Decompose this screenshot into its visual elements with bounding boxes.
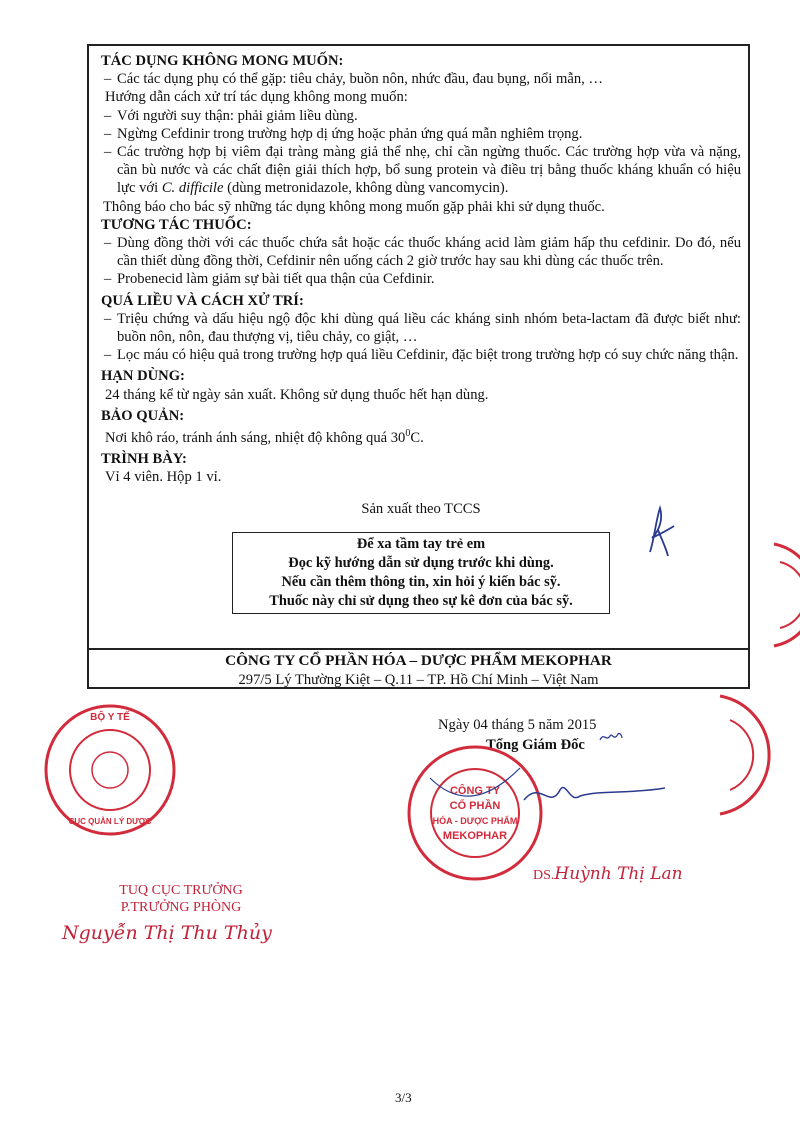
storage-text-main: Nơi khô ráo, tránh ánh sáng, nhiệt độ không quá 30 <box>105 429 406 446</box>
expiry-text: 24 tháng kể từ ngày sản xuất. Không sử dụng thuốc hết hạn dùng. <box>105 386 489 403</box>
storage-text <box>101 425 741 447</box>
ministry-seal-text: BỘ Y TẾ <box>90 712 130 723</box>
warning-box <box>232 532 610 614</box>
bacteria-name: C. difficile <box>161 180 224 197</box>
partial-seal-icon <box>700 690 800 820</box>
approval-line: P.TRƯỞNG PHÒNG <box>120 900 242 915</box>
sign-date: Ngày 04 tháng 5 năm 2015 <box>438 717 597 733</box>
degree-mark: 0 <box>405 428 411 440</box>
adverse-item <box>101 143 741 198</box>
warning-line: Đọc kỹ hướng dẫn sử dụng trước khi dùng. <box>288 555 554 572</box>
page-number: 3/3 <box>395 1090 412 1105</box>
storage-heading: BẢO QUẢN: <box>101 407 185 424</box>
expiry-heading: HẠN DÙNG: <box>101 368 185 385</box>
company-divider <box>89 648 748 650</box>
ds-signature <box>533 864 683 884</box>
approval-signer: Nguyễn Thị Thu Thủy <box>62 922 272 944</box>
ministry-seal-icon <box>40 700 180 840</box>
interactions-heading: TƯƠNG TÁC THUỐC: <box>101 216 252 233</box>
adverse-heading: TÁC DỤNG KHÔNG MONG MUỐN: <box>101 53 344 69</box>
company-name: CÔNG TY CỔ PHẦN HÓA – DƯỢC PHẨM MEKOPHAR <box>225 652 612 669</box>
director-title: Tổng Giám Đốc <box>486 737 585 753</box>
tccs-note: Sản xuất theo TCCS <box>361 500 481 517</box>
ministry-seal-text: CỤC QUẢN LÝ DƯỢC <box>68 817 152 826</box>
approval-block <box>86 882 276 916</box>
seal-text: CÔNG TY <box>449 785 501 797</box>
packaging-text: Vỉ 4 viên. Hộp 1 vỉ. <box>105 469 222 486</box>
overdose-heading: QUÁ LIỀU VÀ CÁCH XỬ TRÍ: <box>101 292 304 309</box>
overdose-item: – Lọc máu có hiệu quả trong trường hợp quá liều Cefdinir, đặc biệt trong trường hợp có suy chức năng thận. <box>101 346 741 364</box>
interactions-item: – Probenecid làm giảm sự bài tiết qua thận của Cefdinir. <box>101 270 741 288</box>
adverse-item: – Các tác dụng phụ có thể gặp: tiêu chảy, buồn nôn, nhức đầu, đau bụng, nổi mẫn, … <box>101 70 741 88</box>
director-initial-icon <box>598 728 624 746</box>
company-address: 297/5 Lý Thường Kiệt – Q.11 – TP. Hồ Chí Minh – Việt Nam <box>238 672 599 688</box>
seal-text: HÓA - DƯỢC PHẨM <box>432 816 518 826</box>
overdose-item: – Triệu chứng và dấu hiệu ngộ độc khi dùng quá liều các kháng sinh nhóm beta-lactam đã được biết như: buồn nôn, nôn, đau thượng vị, tiêu chảy, co giật, … <box>101 310 741 346</box>
initial-signature-icon <box>630 500 680 560</box>
partial-seal-icon <box>740 540 800 650</box>
warning-line: Thuốc này chỉ sử dụng theo sự kê đơn của bác sỹ. <box>269 593 573 610</box>
interactions-item: – Dùng đồng thời với các thuốc chứa sắt hoặc các thuốc kháng acid làm giảm hấp thu cefdinir. Do đó, nếu cần thiết dùng đồng thời, Cefdinir nên uống cách 2 giờ trước hay sau khi dùng các thuốc trên. <box>101 234 741 270</box>
adverse-item-text: (dùng metronidazole, không dùng vancomycin). <box>223 180 509 197</box>
storage-text-unit: C. <box>410 429 424 446</box>
warning-line: Nếu cần thêm thông tin, xin hỏi ý kiến bác sỹ. <box>281 574 561 591</box>
packaging-heading: TRÌNH BÀY: <box>101 451 187 468</box>
seal-text: CỔ PHẦN <box>449 800 501 812</box>
adverse-item: – Ngừng Cefdinir trong trường hợp dị ứng hoặc phản ứng quá mẫn nghiêm trọng. <box>101 125 741 143</box>
ds-prefix: DS. <box>533 868 555 883</box>
approval-line: TUQ CỤC TRƯỞNG <box>119 883 243 898</box>
document-frame <box>87 44 750 689</box>
director-signature-icon <box>520 770 670 820</box>
adverse-item-text: Các trường hợp bị viêm đại tràng màng giả thể nhẹ, chỉ cần ngừng thuốc. Các trường hợp vừa và nặng, cần bù nước và các chất điện giải thích hợp, bổ sung protein và điều trị bằng thuốc kháng khuẩn có hiệu lực với <box>117 144 741 197</box>
warning-line: Để xa tầm tay trẻ em <box>356 536 486 553</box>
adverse-item: – Với người suy thận: phải giảm liều dùng. <box>101 107 741 125</box>
seal-text: MEKOPHAR <box>442 830 508 842</box>
ds-name: Huỳnh Thị Lan <box>554 864 683 884</box>
adverse-guide: Hướng dẫn cách xử trí tác dụng không mong muốn: <box>105 89 408 106</box>
adverse-notice: Thông báo cho bác sỹ những tác dụng không mong muốn gặp phải khi sử dụng thuốc. <box>103 198 605 215</box>
